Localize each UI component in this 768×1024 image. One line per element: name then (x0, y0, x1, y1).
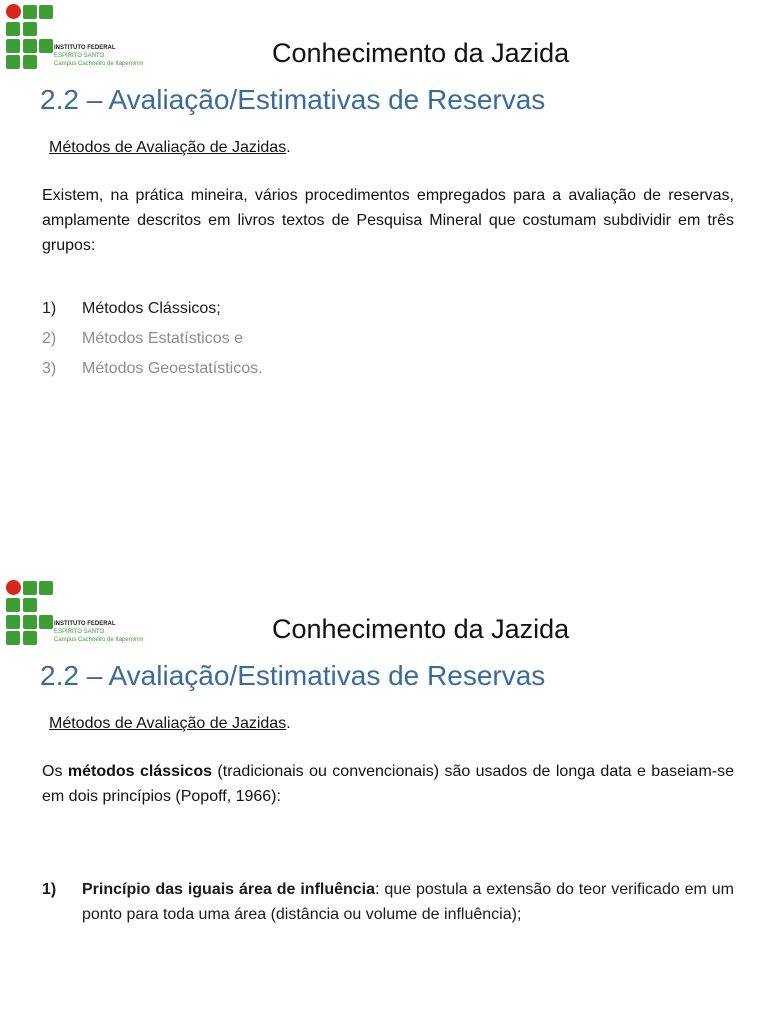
paragraph-rest: (tradicionais ou convencionais) são usados de longa data e baseiam-se em dois princípios (Popoff, 1966): (42, 763, 734, 805)
list-item-text: Métodos Geoestatísticos. (82, 360, 263, 377)
list-item-text: Métodos Clássicos; (82, 300, 221, 317)
principle-text (82, 877, 734, 927)
paragraph-prefix: Os (42, 763, 68, 780)
institution-logo (4, 580, 154, 652)
logo-line-2: ESPÍRITO SANTO (54, 629, 105, 635)
logo-text (54, 44, 143, 68)
paragraph-bold-term: métodos clássicos (67, 763, 212, 780)
section-heading-period: . (286, 715, 291, 732)
logo-line-3: Campus Cachoeiro de Itapemirim (54, 637, 144, 643)
principle-number: 1) (42, 881, 57, 898)
logo-line-2: ESPÍRITO SANTO (54, 53, 105, 59)
slide-subtitle: 2.2 – Avaliação/Estimativas de Reservas (40, 660, 546, 691)
logo-line-1: INSTITUTO FEDERAL (54, 621, 116, 627)
classic-methods-paragraph (42, 759, 734, 809)
list-item (42, 294, 734, 324)
logo-mark-icon (4, 4, 56, 72)
intro-paragraph: Existem, na prática mineira, vários procedimentos empregados para a avaliação de reservas, amplamente descritos em livros textos de Pesquisa Mineral que costumam subdividir em três grupos: (42, 187, 734, 254)
list-item-number: 3) (42, 360, 57, 377)
slide-title: Conhecimento da Jazida (272, 614, 570, 644)
institution-logo (4, 4, 154, 76)
section-heading-text: Métodos de Avaliação de Jazidas (49, 715, 287, 732)
logo-line-1: INSTITUTO FEDERAL (54, 45, 116, 51)
list-item-number: 2) (42, 330, 57, 347)
methods-list (42, 294, 734, 384)
list-item-number: 1) (42, 300, 57, 317)
logo-mark-icon (4, 580, 56, 648)
slide-subtitle: 2.2 – Avaliação/Estimativas de Reservas (40, 84, 546, 115)
section-heading-text: Métodos de Avaliação de Jazidas (49, 139, 287, 156)
logo-line-3: Campus Cachoeiro de Itapemirim (54, 61, 144, 67)
list-item (42, 354, 734, 384)
logo-text (54, 620, 143, 644)
section-heading (49, 715, 291, 733)
section-heading-period: . (286, 139, 291, 156)
slide-2 (0, 576, 768, 1024)
list-item-text: Métodos Estatísticos e (82, 330, 243, 347)
section-heading (49, 139, 291, 157)
principle-item (42, 877, 734, 927)
principle-name: Princípio das iguais área de influência (82, 881, 376, 898)
list-item (42, 324, 734, 354)
slide-title: Conhecimento da Jazida (272, 38, 570, 68)
principle-description: : que postula a extensão do teor verificado em um ponto para toda uma área (distância ou volume de influência); (82, 881, 734, 923)
